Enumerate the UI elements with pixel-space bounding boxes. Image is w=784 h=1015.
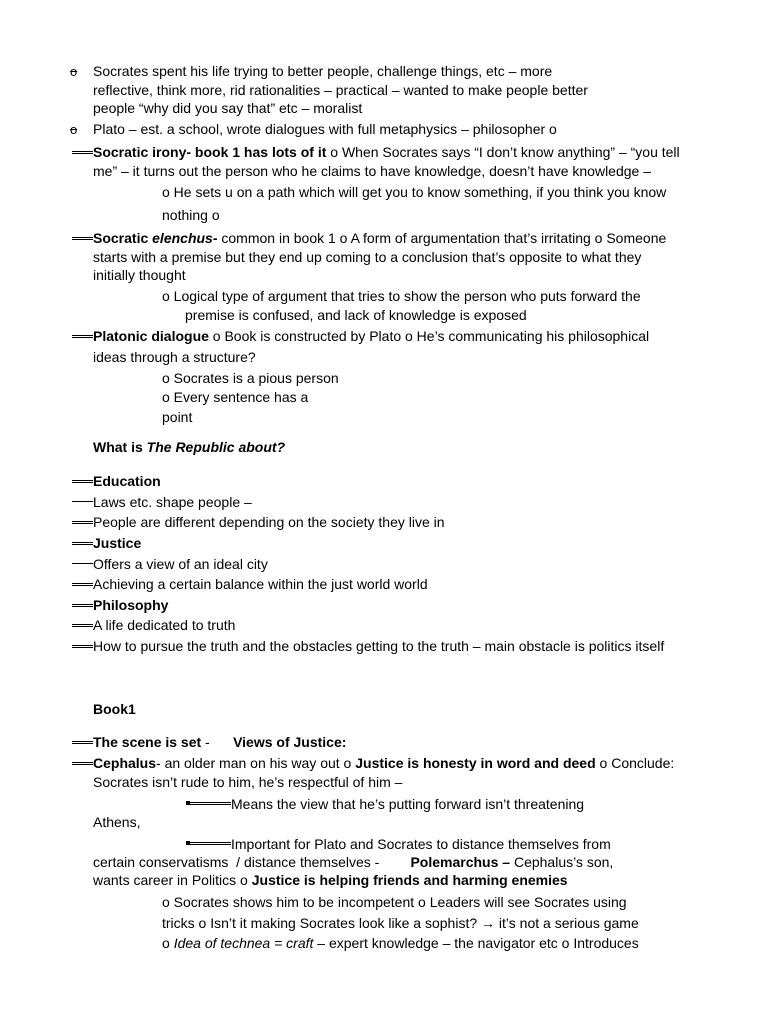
text-line: wants career in Politics o Justice is helping friends and harming enemies [93,872,568,888]
list-item: Philosophy [93,597,169,613]
bullet-marker: o [70,64,78,79]
text-line: Platonic dialogue o Book is constructed by Plato o He’s communicating his philosophical [93,328,650,344]
section-heading: Book1 [93,701,136,717]
bullet-marker [72,237,93,240]
text-line: The scene is set - Views of Justice: [93,734,347,750]
bullet-marker [72,741,93,744]
bullet-marker [72,521,93,524]
bullet-marker: o [70,122,78,137]
text-line: nothing o [162,207,220,223]
text-line: Plato – est. a school, wrote dialogues with full metaphysics – philosopher o [93,121,557,137]
bullet-marker [190,802,231,805]
section-heading: What is The Republic about? [93,439,286,455]
bullet-marker [72,604,93,607]
text-line: initially thought [93,267,186,283]
bullet-marker [190,842,231,845]
list-item: Justice [93,535,142,551]
bullet-marker [72,583,93,586]
list-item: People are different depending on the society they live in [93,514,445,530]
list-item: How to pursue the truth and the obstacles getting to the truth – main obstacle is politics itself [93,638,665,654]
bullet-marker [72,480,93,483]
list-item: Laws etc. shape people – [93,494,252,510]
bullet-marker [72,335,93,338]
bullet-marker [72,501,93,502]
text-line: me” – it turns out the person who he claims to have knowledge, doesn’t have knowledge – [93,163,651,179]
text-line: Important for Plato and Socrates to distance themselves from [231,836,611,852]
bullet-marker [72,151,93,154]
text-line: point [162,409,193,425]
bullet-marker [72,542,93,545]
text-line: Athens, [93,814,141,830]
bullet-marker [72,645,93,648]
text-line: o Socrates is a pious person [162,370,339,386]
text-line: people “why did you say that” etc – moralist [93,100,363,116]
bullet-marker [72,563,93,564]
text-line: o Idea of technea = craft – expert knowledge – the navigator etc o Introduces [162,935,639,951]
text-line: certain conservatisms / distance themselves - Polemarchus – Cephalus’s son, [93,854,614,870]
list-item: Education [93,473,161,489]
text-line: starts with a premise but they end up coming to a conclusion that’s opposite to what they [93,249,642,265]
text-line: o He sets u on a path which will get you to know something, if you think you know [162,184,667,200]
list-item: A life dedicated to truth [93,617,236,633]
text-line: reflective, think more, rid rationalities – practical – wanted to make people better [93,82,588,98]
bullet-marker [72,624,93,627]
text-line: o Every sentence has a [162,389,309,405]
text-line: o Logical type of argument that tries to show the person who puts forward the [162,288,641,304]
text-line: Socratic elenchus- common in book 1 o A form of argumentation that’s irritating o Someone [93,230,667,246]
text-line: premise is confused, and lack of knowledge is exposed [185,307,527,323]
text-line: o Socrates shows him to be incompetent o Leaders will see Socrates using [162,894,627,910]
arrow-icon: → [481,915,496,931]
bullet-marker [72,762,93,765]
text-line: Socratic irony- book 1 has lots of it o When Socrates says “I don’t know anything” – “you tell [93,144,680,160]
list-item: Offers a view of an ideal city [93,556,268,572]
text-line: Means the view that he’s putting forward isn’t threatening [231,796,585,812]
text-line: Cephalus- an older man on his way out o Justice is honesty in word and deed o Conclude: [93,755,675,771]
text-line: Socrates isn’t rude to him, he’s respectful of him – [93,774,403,790]
list-item: Achieving a certain balance within the just world world [93,576,428,592]
text-line: tricks o Isn’t it making Socrates look like a sophist? → it’s not a serious game [162,915,639,931]
text-line: Socrates spent his life trying to better people, challenge things, etc – more [93,63,553,79]
text-line: ideas through a structure? [93,349,256,365]
